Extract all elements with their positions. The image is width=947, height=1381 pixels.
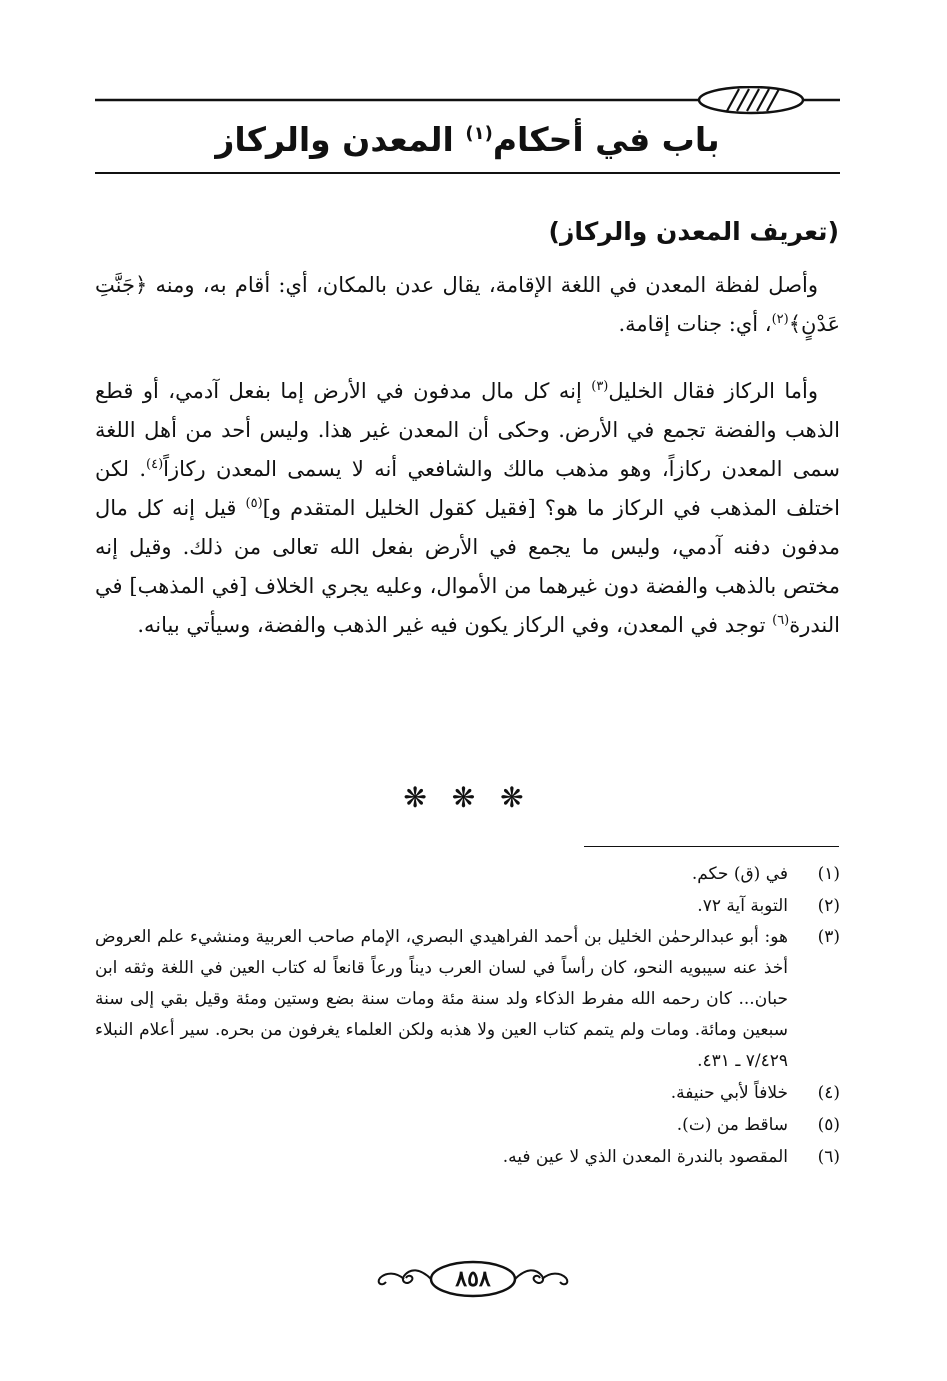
footnote-text: خلافاً لأبي حنيفة.	[670, 1083, 788, 1103]
footnote-ref: (٣)	[591, 379, 609, 394]
section-heading: (تعريف المعدن والركاز)	[548, 217, 839, 246]
footnote-text: في (ق) حكم.	[691, 864, 788, 884]
footnote-item	[95, 922, 840, 1077]
chapter-title-rest: المعدن والركاز	[215, 120, 466, 159]
footnote-text: هو: أبو عبدالرحمٰن الخليل بن أحمد الفراهيدي البصري، الإمام صاحب العربية ومنشيء علم العروض أخذ عنه سيبويه النحو، كان رأساً في لسان العرب ديناً ورعاً قانعاً له كتاب العين في اللغة وثقه ابن حبان... كان رحمه الله مفرط الذكاء ولد سنة مئة ومات سنة بضع وستين ومئة وقيل بقي إلى سنة سبعين ومائة. ومات ولم يتمم كتاب العين ولا هذبه ولكن العلماء يغرفون من بحره. سير أعلام النبلاء ٧/٤٢٩ ـ ٤٣١.	[95, 927, 788, 1071]
footnote-number: (٤)	[817, 1083, 840, 1103]
footnotes	[95, 858, 840, 1173]
paragraph-text: توجد في المعدن، وفي الركاز يكون فيه غير الذهب والفضة، وسيأتي بيانه.	[137, 613, 773, 637]
section-separator: ❋ ❋ ❋	[403, 781, 532, 814]
footnote-ref: (٤)	[146, 457, 164, 472]
footnote-text: ساقط من (ت).	[676, 1115, 788, 1135]
footnote-number: (٢)	[817, 896, 840, 916]
paragraph-text: . لكن اختلف المذهب في الركاز ما هو؟ [فقيل كقول الخليل المتقدم و]	[95, 457, 840, 520]
footnote-item	[95, 1141, 840, 1173]
footnote-text: المقصود بالندرة المعدن الذي لا عين فيه.	[502, 1147, 788, 1167]
paragraph-1	[95, 266, 840, 344]
footnote-number: (١)	[817, 864, 840, 884]
paragraph-text: إنه كل مال مدفون في الأرض إما بفعل آدمي، أو قطع الذهب والفضة تجمع في الأرض. وحكى أن المعدن غير هذا. وليس أحد من أهل اللغة سمى المعدن ركازاً، وهو مذهب مالك والشافعي أنه لا يسمى المعدن ركازاً	[95, 379, 840, 481]
chapter-title	[95, 112, 840, 168]
footnote-ref: (١)	[465, 123, 493, 144]
footnote-number: (٣)	[817, 927, 840, 947]
footnote-ref: (٦)	[772, 613, 790, 628]
paragraph-text: وأصل لفظة المعدن في اللغة الإقامة، يقال عدن بالمكان، أي: أقام به، ومنه ﴿جَنَّتِ عَدْنٍ﴾	[95, 273, 840, 336]
footnote-number: (٦)	[817, 1147, 840, 1167]
footnote-item	[95, 1077, 840, 1109]
footnote-ref: (٢)	[771, 312, 789, 327]
footnote-item	[95, 890, 840, 922]
paragraph-text: وأما الركاز فقال الخليل	[608, 379, 818, 403]
footnote-item	[95, 858, 840, 890]
paragraph-text: قيل إنه كل مال مدفون دفنه آدمي، وليس ما يجمع في الأرض بفعل الله تعالى من ذلك. وقيل إنه مختص بالذهب والفضة دون غيرهما من الأموال، وعليه يجري الخلاف [في المذهب] في الندرة	[95, 496, 840, 637]
footnote-item	[95, 1109, 840, 1141]
paragraph-text: ، أي: جنات إقامة.	[618, 312, 772, 336]
page-number: ٨٥٨	[455, 1266, 491, 1292]
paragraph-2	[95, 372, 840, 645]
footnote-divider	[584, 846, 839, 847]
title-divider	[95, 172, 840, 174]
chapter-title-main: باب في أحكام	[492, 120, 720, 159]
page-number-ornament	[370, 1258, 580, 1300]
footnote-number: (٥)	[817, 1115, 840, 1135]
footnote-ref: (٥)	[245, 496, 263, 511]
footnote-text: التوبة آية ٧٢.	[697, 896, 788, 916]
